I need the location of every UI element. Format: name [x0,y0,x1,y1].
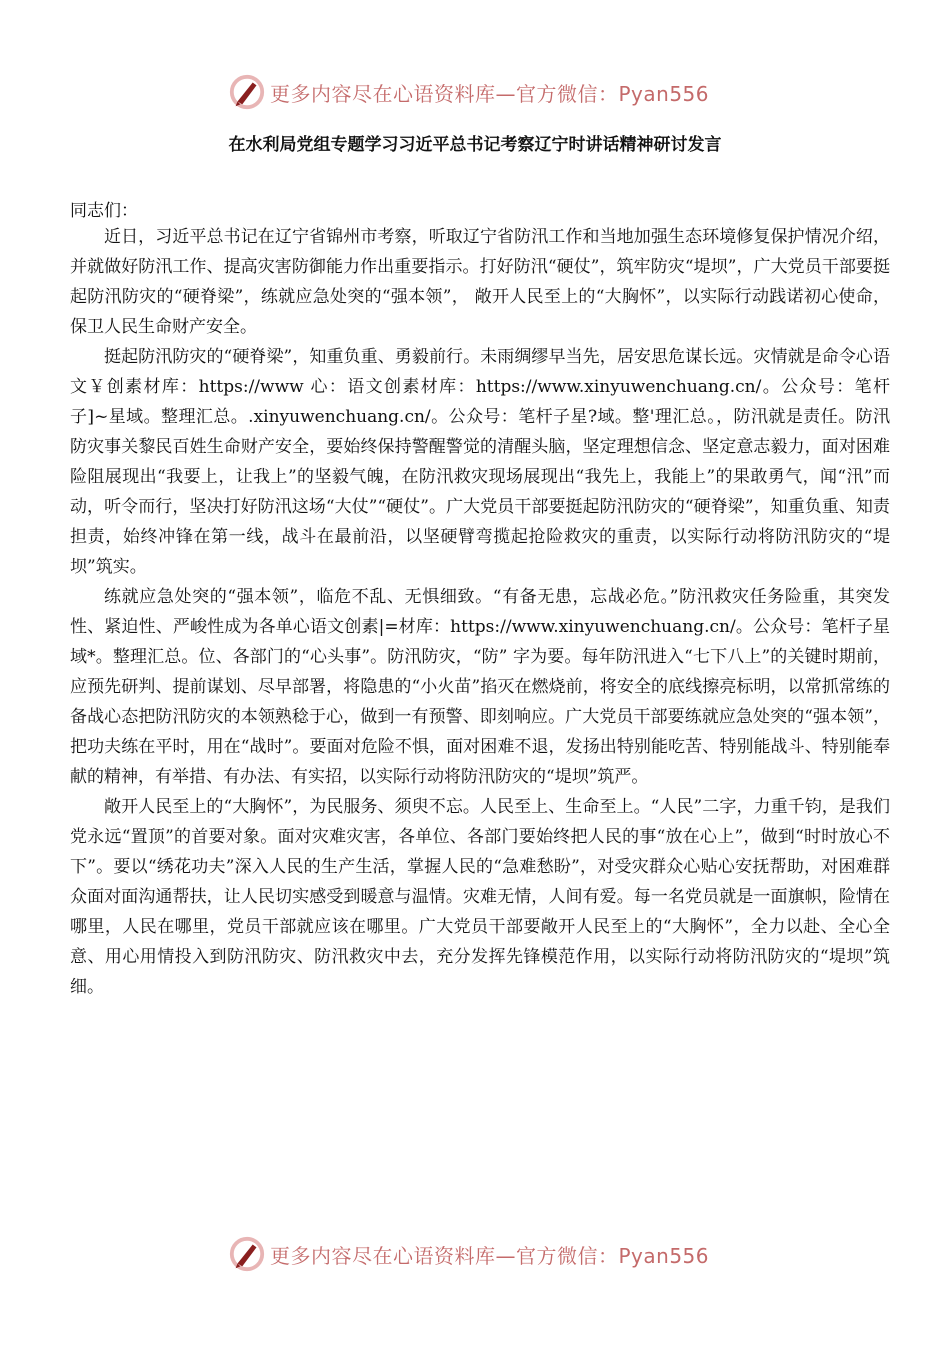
paragraph: 敞开人民至上的“大胸怀”，为民服务、须臾不忘。人民至上、生命至上。“人民”二字，力重千钧，是我们党永远“置顶”的首要对象。面对灾难灾害，各单位、各部门要始终把人民的事“放在心上”，做到“时时放心不下”。要以“绣花功夫”深入人民的生产生活，掌握人民的“急难愁盼”，对受灾群众心贴心安抚帮助，对困难群众面对面沟通帮扶，让人民切实感受到暖意与温情。灾难无情，人间有爱。每一名党员就是一面旗帜，险情在哪里，人民在哪里，党员干部就应该在哪里。广大党员干部要敞开人民至上的“大胸怀”，全力以赴、全心全意、用心用情投入到防汛防灾、防汛救灾中去，充分发挥先锋模范作用，以实际行动将防汛防灾的“堤坝”筑细。 [70,797,890,997]
paragraph: 近日，习近平总书记在辽宁省锦州市考察，听取辽宁省防汛工作和当地加强生态环境修复保护情况介绍，并就做好防汛工作、提高灾害防御能力作出重要指示。打好防汛“硬仗”，筑牢防灾“堤坝”，广大党员干部要挺起防汛防灾的“硬脊梁”，练就应急处突的“强本领”， 敞开人民至上的“大胸怀”，以实际行动践诺初心使命，保卫人民生命财产安全。 [70,227,890,337]
salutation: 同志们： [70,201,138,221]
paragraph: 挺起防汛防灾的“硬脊梁”，知重负重、勇毅前行。未雨绸缪早当先，居安思危谋长远。灾情就是命令心语文￥创素材库：https://www 心：语文创素材库：https://www.xinyuwenchuang.cn/。公众号：笔杆子]~星域。整理汇总。.xinyuwenchuang.cn/。公众号：笔杆子星?域。整'理汇总。，防汛就是责任。防汛防灾事关黎民百姓生命财产安全，要始终保持警醒警觉的清醒头脑，坚定理想信念、坚定意志毅力，面对困难险阻展现出“我要上，让我上”的坚毅气魄，在防汛救灾现场展现出“我先上，我能上”的果敢勇气，闻“汛”而动，听令而行，坚决打好防汛这场“大仗”“硬仗”。广大党员干部要挺起防汛防灾的“硬脊梁”，知重负重、知责担责，始终冲锋在第一线，战斗在最前沿，以坚硬臂弯揽起抢险救灾的重责，以实际行动将防汛防灾的“堤坝”筑实。 [70,347,890,577]
pen-logo-icon [228,1235,266,1273]
bottom-banner [0,1232,950,1276]
paragraph: 练就应急处突的“强本领”，临危不乱、无惧细致。“有备无患，忘战必危。”防汛救灾任务险重，其突发性、紧迫性、严峻性成为各单心语文创素|=材库：https://www.xinyuwenchuang.cn/。公众号：笔杆子星域*。整理汇总。位、各部门的“心头事”。防汛防灾，“防” 字为要。每年防汛进入“七下八上”的关键时期前，应预先研判、提前谋划、尽早部署，将隐患的“小火苗”掐灭在燃烧前，将安全的底线擦亮标明，以常抓常练的备战心态把防汛防灾的本领熟稔于心，做到一有预警、即刻响应。广大党员干部要练就应急处突的“强本领”，把功夫练在平时，用在“战时”。要面对危险不惧，面对困难不退，发扬出特别能吃苦、特别能战斗、特别能奉献的精神，有举措、有办法、有实招，以实际行动将防汛防灾的“堤坝”筑严。 [70,587,890,787]
banner-text: 更多内容尽在心语资料库—官方微信：Pyan556 [270,81,710,106]
top-banner [0,70,950,114]
document-title: 在水利局党组专题学习习近平总书记考察辽宁时讲话精神研讨发言 [228,135,722,155]
document-body [70,222,890,1002]
banner-text: 更多内容尽在心语资料库—官方微信：Pyan556 [270,1243,710,1268]
pen-logo-icon [228,73,266,111]
